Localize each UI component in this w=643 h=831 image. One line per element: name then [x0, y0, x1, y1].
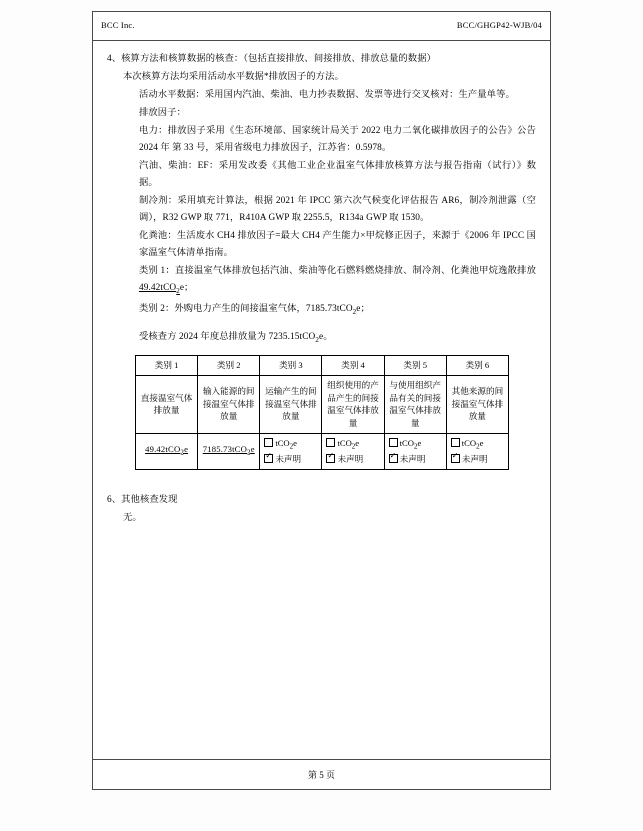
paragraph-category2: [107, 301, 536, 321]
category2-value: 7185.73tCO: [305, 303, 353, 314]
value-unit: tCO: [461, 437, 477, 448]
table-value-cell-2: [198, 433, 260, 469]
paragraph-electricity-factor: 电力：排放因子采用《生态环境部、国家统计局关于 2022 电力二氧化碳排放因子的公告》公告 2024 年 第 33 号，采用省级电力排放因子，江苏省：0.5978。: [139, 126, 536, 153]
value-unit-tail: e: [355, 437, 360, 448]
value-number: 7185.73: [202, 443, 233, 454]
undeclared-label: 未声明: [399, 453, 426, 464]
unit-checkbox[interactable]: [264, 438, 273, 447]
table-value-cell-5: [384, 433, 446, 469]
undeclared-label: 未声明: [461, 453, 488, 464]
category1-value-sub: 2: [176, 286, 180, 295]
category1-text: 类别 1：直接温室气体排放包括汽油、柴油等化石燃料燃烧排放、制冷剂、化粪池甲烷逸散排放: [139, 266, 536, 276]
emissions-table: [135, 355, 509, 470]
value-unit-sub: 2: [289, 442, 294, 451]
table-header-cell: 类别 6: [446, 355, 508, 375]
value-unit-sub: 2: [351, 442, 356, 451]
value-unit: tCO: [337, 437, 352, 448]
value-number: 49.42: [145, 443, 166, 454]
page-header: [93, 12, 550, 41]
value-unit-tail: e: [184, 443, 189, 454]
table-description-cell: 组织使用的产品产生的间接温室气体排放量: [322, 375, 384, 433]
value-unit-sub: 2: [247, 448, 251, 457]
section-6-body: 无。: [123, 512, 142, 523]
header-company-name: BCC Inc.: [101, 20, 135, 30]
category2-value-suffix: e；: [356, 303, 370, 314]
table-header-cell: 类别 2: [198, 355, 260, 375]
paragraph-activity-data: 活动水平数据：采用国内汽油、柴油、电力抄表数据、发票等进行交叉核对：生产量单等。: [139, 90, 515, 100]
unit-checkbox[interactable]: [326, 438, 335, 447]
table-header-cell: 类别 1: [136, 355, 198, 375]
page-number: 第 5 页: [307, 770, 335, 780]
category1-value: 49.42tCO: [139, 283, 177, 293]
undeclared-checkbox[interactable]: [451, 454, 460, 463]
table-description-cell: 运输产生的间接温室气体排放量: [260, 375, 322, 433]
value-unit: tCO: [399, 437, 414, 448]
unit-checkbox[interactable]: [389, 438, 398, 447]
table-description-row: [136, 375, 509, 433]
category2-text: 类别 2：外购电力产生的间接温室气体，: [139, 303, 306, 314]
total-emissions-value: 7235.15tCO: [268, 331, 316, 342]
section-6-title: 6、其他核查发现: [107, 494, 178, 505]
value-unit: tCO: [275, 437, 290, 448]
value-unit-tail: e: [417, 437, 422, 448]
value-unit: tCO: [232, 443, 248, 454]
table-header-cell: 类别 5: [384, 355, 446, 375]
table-value-cell-1: [136, 433, 198, 469]
table-description-cell: 与使用组织产品有关的间接温室气体排放量: [384, 375, 446, 433]
undeclared-checkbox[interactable]: [326, 454, 335, 463]
undeclared-checkbox[interactable]: [389, 454, 398, 463]
category1-value-suffix: e；: [179, 283, 194, 293]
paragraph-emission-factors-label: 排放因子：: [139, 108, 186, 118]
total-emissions-suffix: e。: [318, 331, 333, 342]
value-unit-sub: 2: [476, 442, 480, 451]
value-unit-sub: 2: [413, 442, 418, 451]
table-description-cell: 直接温室气体排放量: [136, 375, 198, 433]
value-unit-tail: e: [250, 443, 255, 454]
value-unit-tail: e: [479, 437, 484, 448]
total-emissions-label: 受核查方 2024 年度总排放量为: [139, 331, 269, 342]
unit-checkbox[interactable]: [451, 438, 460, 447]
document-sheet: [92, 11, 551, 790]
table-header-cell: 类别 3: [260, 355, 322, 375]
table-value-cell-6: [446, 433, 508, 469]
table-value-cell-3: [260, 433, 322, 469]
table-value-row: [136, 433, 509, 469]
table-header-row: [136, 355, 509, 375]
paragraph-septic-tank-factor: 化粪池：生活废水 CH4 排放因子=最大 CH4 产生能力×甲烷修正因子，来源于《2006 年 IPCC 国家温室气体清单指南。: [139, 231, 536, 258]
section-4-title: 4、核算方法和核算数据的核查：（包括直接排放、间接排放、排放总量的数据）: [107, 54, 436, 64]
undeclared-label: 未声明: [337, 453, 364, 464]
table-description-cell: 其他来源的间接温室气体排放量: [446, 375, 508, 433]
header-document-code: BCC/GHGP42-WJB/04: [456, 20, 542, 30]
table-description-cell: 输入能源的间接温室气体排放量: [198, 375, 260, 433]
paragraph-method: 本次核算方法均采用活动水平数据*排放因子的方法。: [123, 72, 344, 82]
value-unit: tCO: [165, 443, 181, 454]
paragraph-category1: [107, 263, 536, 300]
footer-divider: [93, 759, 550, 760]
paragraph-fuel-factor: 汽油、柴油：EF：采用发改委《其他工业企业温室气体排放核算方法与报告指南（试行）》数据。: [139, 161, 536, 188]
table-value-cell-4: [322, 433, 384, 469]
paragraph-refrigerant-factor: 制冷剂：采用填充计算法，根据 2021 年 IPCC 第六次气候变化评估报告 AR6，制冷剂泄露（空调），R32 GWP 取 771，R410A GWP 取 2255.5，R134a GWP 取 1530。: [139, 196, 536, 223]
value-unit-sub: 2: [180, 448, 185, 457]
table-header-cell: 类别 4: [322, 355, 384, 375]
value-unit-tail: e: [293, 437, 297, 448]
document-body: [93, 41, 550, 528]
undeclared-label: 未声明: [275, 453, 302, 464]
total-emissions-value-sub: 2: [315, 335, 319, 344]
category2-value-sub: 2: [352, 307, 357, 316]
undeclared-checkbox[interactable]: [264, 454, 273, 463]
paragraph-total-emissions: [107, 329, 536, 349]
